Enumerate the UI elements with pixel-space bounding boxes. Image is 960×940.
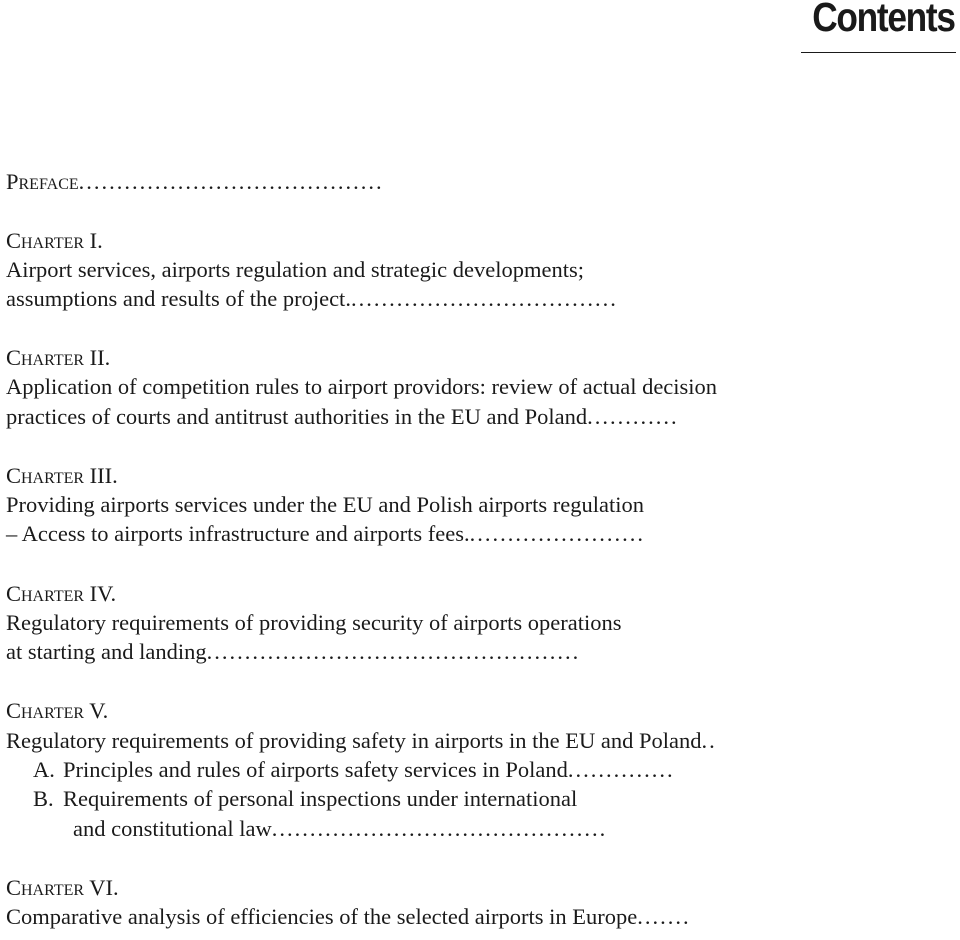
section-5b-line-1[interactable] bbox=[33, 785, 577, 813]
chapter-3-label: Charter III. bbox=[6, 463, 118, 488]
chapter-4-title-line-1[interactable]: Regulatory requirements of providing security of airports operations bbox=[6, 610, 622, 635]
chapter-5-title-line-1: Regulatory requirements of providing safety in airports in the EU and Poland bbox=[6, 728, 702, 753]
toc-entry-chapter-2[interactable] bbox=[6, 403, 679, 431]
toc-entry-chapter-6[interactable] bbox=[6, 903, 691, 931]
dot-leader: ....... bbox=[637, 904, 691, 929]
toc-entry-chapter-5[interactable] bbox=[6, 727, 717, 755]
chapter-2-title-line-2: practices of courts and antitrust authorities in the EU and Poland bbox=[6, 404, 588, 429]
toc-entry-section-5a[interactable] bbox=[33, 756, 675, 784]
page-title: Contents bbox=[812, 0, 955, 40]
dot-leader: .. bbox=[701, 728, 717, 753]
chapter-6-title-line-1: Comparative analysis of efficiencies of the selected airports in Europe bbox=[6, 904, 638, 929]
dot-leader: ....................... bbox=[469, 521, 645, 546]
section-5a-title: Principles and rules of airports safety services in Poland bbox=[63, 757, 568, 782]
chapter-3-title-line-2: – Access to airports infrastructure and airports fees. bbox=[6, 521, 470, 546]
toc-entry-chapter-3[interactable] bbox=[6, 520, 645, 548]
chapter-5-label: Charter V. bbox=[6, 698, 109, 723]
chapter-3-title-line-1[interactable]: Providing airports services under the EU and Polish airports regulation bbox=[6, 492, 644, 517]
title-rule bbox=[801, 52, 956, 53]
dot-leader: ............ bbox=[587, 404, 679, 429]
chapter-4-label: Charter IV. bbox=[6, 581, 117, 606]
section-5b-prefix: B. bbox=[33, 786, 54, 811]
chapter-1-label: Charter I. bbox=[6, 228, 103, 253]
toc-entry-preface[interactable] bbox=[6, 168, 384, 196]
chapter-1-title-line-1[interactable]: Airport services, airports regulation and strategic developments; bbox=[6, 257, 584, 282]
dot-leader: ................................................. bbox=[206, 639, 581, 664]
section-5a-prefix: A. bbox=[33, 757, 55, 782]
chapter-6-label: Charter VI. bbox=[6, 875, 119, 900]
chapter-1-title-line-2: assumptions and results of the project. bbox=[6, 286, 351, 311]
section-5b-title-line-1: Requirements of personal inspections under international bbox=[63, 786, 578, 811]
dot-leader: ............................................ bbox=[271, 816, 608, 841]
dot-leader: ................................... bbox=[350, 286, 618, 311]
chapter-4-title-line-2: at starting and landing bbox=[6, 639, 207, 664]
toc-entry-chapter-4[interactable] bbox=[6, 638, 580, 666]
toc-entry-chapter-1[interactable] bbox=[6, 285, 618, 313]
chapter-2-label: Charter II. bbox=[6, 345, 111, 370]
dot-leader: ........................................ bbox=[78, 169, 384, 194]
dot-leader: .............. bbox=[567, 757, 675, 782]
preface-label: Preface bbox=[6, 169, 79, 194]
section-5b-title-line-2: and constitutional law bbox=[73, 816, 272, 841]
chapter-2-title-line-1[interactable]: Application of competition rules to airport providors: review of actual decision bbox=[6, 374, 718, 399]
toc-entry-section-5b[interactable] bbox=[73, 815, 607, 843]
